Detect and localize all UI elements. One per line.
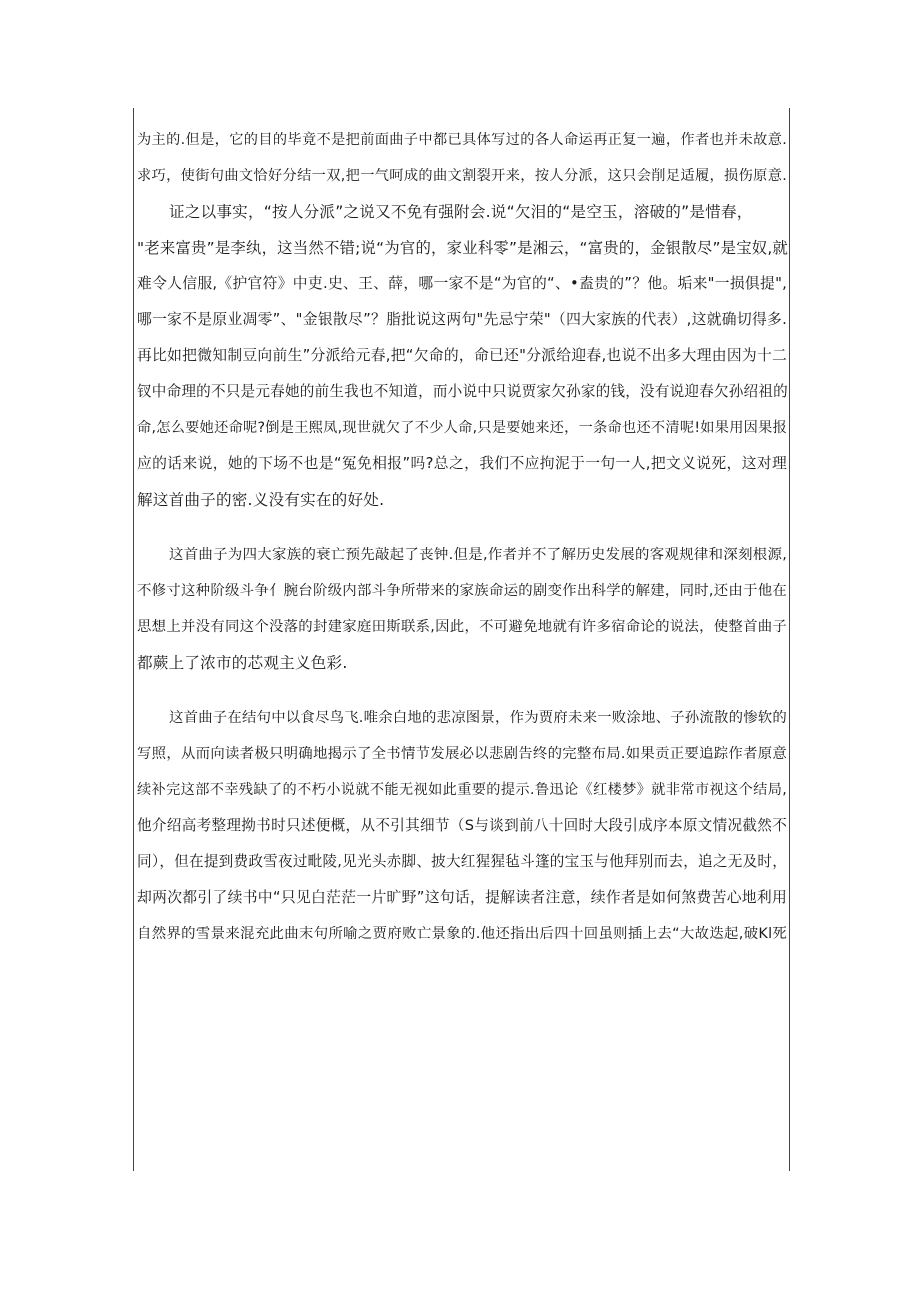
text-line: 写照，从而向读者极只明确地揭示了全书情节发展必以悲剧告终的完整布局.如果贡正要追踪作者原意 <box>137 746 787 762</box>
text-line: 为主的.但是，它的目的毕竟不是把前面曲子中都已具体写过的各人命运再正复一遍，作者也并未故意. <box>137 132 787 148</box>
left-margin-rule <box>133 108 134 1171</box>
text-line: 求巧，使街句曲文恰好分结一双,把一气呵成的曲文割裂开来，按人分派，这只会削足适履，损伤原意. <box>137 168 787 184</box>
text-line: 再比如把微知制豆向前生”分派给元春,把“欠命的，命已还"分派给迎春,也说不出多大理由因为十二 <box>137 347 787 364</box>
text-line: 这首曲子为四大家族的衰亡预先敲起了丧钟.但是,作者并不了解历史发展的客观规律和深刻根源, <box>169 547 787 563</box>
text-line: 他介绍高考整理拗书时只述便概，从不引其细节（S与谈到前八十回时大段引成序本原文情况截然不 <box>137 817 787 834</box>
paragraph-1 <box>137 122 787 194</box>
text-line: 哪一家不是原业凋零”、"金银散尽”？脂批说这两句"先忌宁荣"（四大家族的代表）,这就确切得多. <box>137 311 787 328</box>
right-margin-rule <box>789 108 790 1171</box>
text-line: 却两次都引了续书中“只见白茫茫一片旷野”这句话，提解读者注意，续作者是如何煞费苦心地利用 <box>137 889 787 906</box>
text-line: 解这首曲子的密.义没有实在的好处. <box>137 491 385 509</box>
text-line: 自然界的雪景来混充此曲末句所喻之贾府败亡景象的.他还指出后四十回虽则插上去“大故迭起,破Kl死 <box>137 926 787 942</box>
paragraph-2 <box>137 194 787 518</box>
paragraph-3 <box>137 537 787 681</box>
text-line: 证之以事实，“按人分派”之说又不免有强附会.说“欠泪的“是空玉，溶破的”是惜春， <box>169 203 753 221</box>
text-line: 这首曲子在结句中以食尽鸟飞.唯余白地的悲凉图景，作为贾府未来一败涂地、子孙流散的惨软的 <box>169 710 787 726</box>
text-line: 续补完这部不幸残缺了的不朽小说就不能无视如此重要的提示.鲁迅论《红楼梦》就非常市视这个结局, <box>137 782 787 798</box>
text-line: 命,怎么要她还命呢?倒是王熙凤,现世就欠了不少人命,只是要她来还，一条命也还不清呢!如果用因果报 <box>137 420 787 436</box>
text-line: 思想上并没有同这个没落的封建家庭田斯联系,因此，不可避免地就有许多宿命论的说法，使整首曲子 <box>137 619 787 635</box>
text-line: 难令人信服,《护官符》中吏.史、王、薛，哪一家不是“为官的“、•盍贵的”？他。垢来"一损俱提", <box>137 275 787 292</box>
text-line: 应的话来说，她的下场不也是“冤免相报”吗?总之，我们不应拘泥于一句一人,把文义说死，这对理 <box>137 455 787 472</box>
text-line: 钗中命理的不只是元春她的前生我也不知道，而小说中只说贾家欠孙家的钱，没有说迎春欠孙绍祖的 <box>137 383 788 400</box>
text-line: 不修寸这种阶级斗争亻腕台阶级内部斗争所带来的家族命运的剧变作出科学的解建，同时,还由于他在 <box>137 583 787 599</box>
text-line: 都蕨上了浓市的芯观主义色彩. <box>137 654 348 672</box>
text-line: "老来富贵”是李纨，这当然不错;说“为官的，家业科零”是湘云，“富贵的，金银散尽”是宝奴,就 <box>137 239 789 257</box>
text-line: 同），但在提到费政雪夜过毗陵,见光头赤脚、披大红猩猩毡斗篷的宝玉与他拜别而去，追之无及时， <box>137 853 787 870</box>
paragraph-4 <box>137 700 787 952</box>
document-body <box>137 122 787 952</box>
